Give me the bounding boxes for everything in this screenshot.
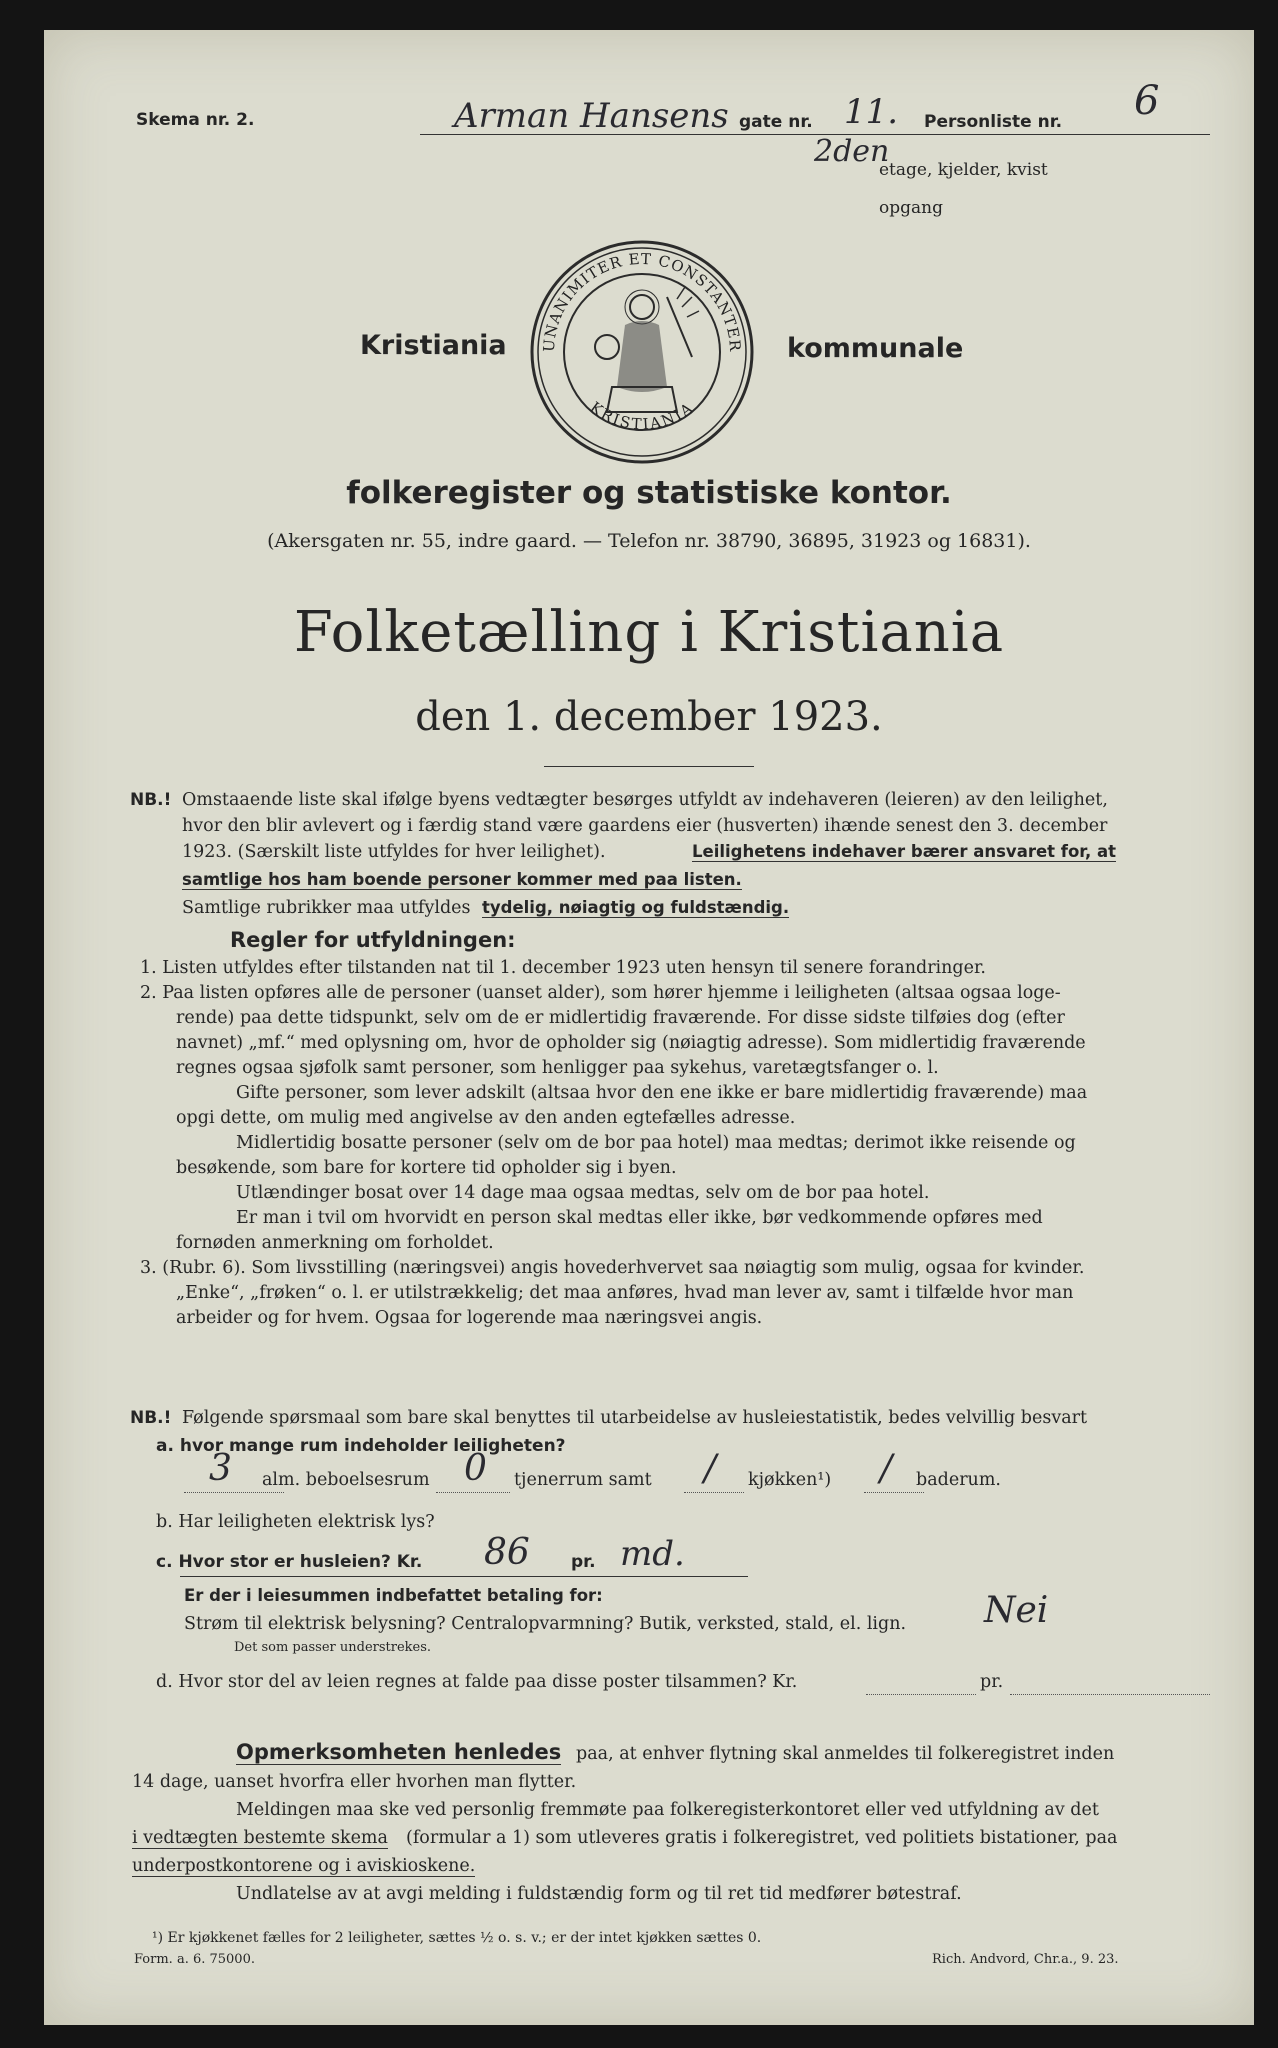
rent-pr-label: pr. [571,1552,596,1572]
kitchen-label: kjøkken¹) [748,1470,832,1490]
rule-3b: „Enke“, „frøken“ o. l. er utilstrækkelig; det maa anføres, hvad man lever av, samt i tilfælde hvor man [176,1283,1074,1303]
notice-line6: Undlatelse av at avgi melding i fuldstændig form og til ret tid medfører bøtestraf. [236,1884,962,1904]
nb1-line3b: Leilighetens indehaver bærer ansvaret for, at [692,842,1117,861]
rule-2c: navnet) „mf.“ med oplysning om, hvor de opholder sig (nøiagtig adresse). Som midlertidig fraværende [176,1033,1086,1053]
notice-line3: Meldingen maa ske ved personlig fremmøte paa folkeregisterkontoret eller ved utfyldning av det [236,1800,1099,1820]
rule-2e: Gifte personer, som lever adskilt (altsaa hvor den ene ikke er bare midlertidig fraværende) maa [236,1083,1088,1103]
bath-handwritten: / [880,1448,893,1489]
d-period-line [1010,1694,1210,1695]
rule-1: 1. Listen utfyldes efter tilstanden nat til 1. december 1923 uten hensyn til senere forandringer. [140,958,986,978]
rule-2h: besøkende, som bare for kortere tid opholder sig i byen. [176,1158,677,1178]
servant-rooms-handwritten: 0 [464,1448,487,1489]
seal-ring-bottom: KRISTIANIA [586,398,698,434]
skema-number: Skema nr. 2. [136,110,255,130]
document-title: Folketælling i Kristiania [293,600,1005,665]
rooms-label: alm. beboelsesrum [262,1470,430,1490]
personliste-label: Personliste nr. [924,112,1063,132]
question-d: d. Hvor stor del av leien regnes at falde paa disse poster tilsammen? Kr. [156,1672,798,1692]
included-heading: Er der i leiesummen indbefattet betaling for: [184,1586,603,1605]
census-form [44,30,1254,2025]
form-number: Form. a. 6. 75000. [134,1952,255,1967]
rooms-fill-line [184,1492,284,1493]
kristiania-label: Kristiania [360,330,507,361]
rule-3a: 3. (Rubr. 6). Som livsstilling (næringsvei) angis hovederhvervet saa nøiagtig som mulig, ogsaa for kvinder. [140,1258,1085,1278]
footnote: ¹) Er kjøkkenet fælles for 2 leiligheter, sættes ½ o. s. v.; er der intet kjøkken sættes 0. [152,1930,762,1946]
nb1-line3a: 1923. (Særskilt liste utfyldes for hver leilighet). [182,842,606,862]
nb2-intro: Følgende spørsmaal som bare skal benyttes til utarbeidelse av husleiestatistik, bedes velvillig besvart [182,1408,1088,1428]
rent-period-handwritten: md. [620,1534,685,1574]
included-note: Det som passer understrekes. [234,1640,432,1655]
kitchen-handwritten: / [704,1448,717,1489]
notice-heading: Opmerksomheten henledes [236,1740,562,1764]
svg-text:KRISTIANIA [587,398,698,433]
nb1-label: NB.! [130,790,172,810]
rule-2a: 2. Paa listen opføres alle de personer (uanset alder), som hører hjemme i leiligheten (altsaa ogsaa loge- [140,983,1061,1003]
rule-2i: Utlændinger bosat over 14 dage maa ogsaa medtas, selv om de bor paa hotel. [236,1183,930,1203]
city-seal [527,237,757,467]
etage-label: etage, kjelder, kvist [879,160,1048,180]
rule-2k: fornøden anmerkning om forholdet. [176,1233,494,1253]
etage-handwritten: 2den [814,134,890,169]
office-title: folkeregister og statistiske kontor. [346,475,952,511]
personliste-handwritten: 6 [1134,78,1160,124]
street-name-handwritten: Arman Hansens [454,96,729,136]
office-address: (Akersgaten nr. 55, indre gaard. — Telefon nr. 38790, 36895, 31923 og 16831). [267,530,1031,552]
rule-3c: arbeider og for hvem. Ogsaa for logerende maa næringsvei angis. [176,1308,763,1328]
question-a: a. hvor mange rum indeholder leiligheten? [156,1436,566,1456]
printer-info: Rich. Andvord, Chr.a., 9. 23. [932,1952,1119,1967]
d-amount-line [866,1694,976,1695]
title-divider [544,766,754,767]
notice-line2: 14 dage, uanset hvorfra eller hvorhen man flytter. [132,1772,577,1792]
rule-2g: Midlertidig bosatte personer (selv om de bor paa hotel) maa medtas; derimot ikke reisende og [236,1133,1076,1153]
gate-nr-label: gate nr. [739,112,813,132]
nb1-line5a: Samtlige rubrikker maa utfyldes [182,898,471,918]
included-answer-handwritten: Nei [984,1590,1049,1631]
nb1-line4: samtlige hos ham boende personer kommer med paa listen. [182,870,742,889]
included-items: Strøm til elektrisk belysning? Centralopvarmning? Butik, verksted, stald, el. lign. [184,1614,907,1634]
question-b: b. Har leiligheten elektrisk lys? [156,1512,435,1532]
servant-rooms-label: tjenerrum samt [514,1470,652,1490]
rule-2b: rende) paa dette tidspunkt, selv om de er midlertidig fraværende. For disse sidste tilføies dog (efter [176,1008,1065,1028]
nb1-line2: hvor den blir avlevert og i færdig stand være gaardens eier (husverten) ihænde senest den 3. december [182,816,1108,836]
seal-ring-top: UNANIMITER ET CONSTANTER [539,249,745,353]
nb1-line5b: tydelig, nøiagtig og fuldstændig. [482,898,790,917]
kitchen-fill-line [684,1492,744,1493]
rule-2f: opgi dette, om mulig med angivelse av den anden egtefælles adresse. [176,1108,796,1128]
opgang-label: opgang [879,198,943,218]
rooms-handwritten: 3 [209,1448,232,1489]
rule-2d: regnes ogsaa sjøfolk samt personer, som henligger paa sykehus, varetægtsfanger o. l. [176,1058,939,1078]
rule-2j: Er man i tvil om hvorvidt en person skal medtas eller ikke, bør vedkommende opføres med [236,1208,1043,1228]
question-c: c. Hvor stor er husleien? Kr. [156,1552,423,1572]
document-date: den 1. december 1923. [415,694,883,740]
notice-line4b: (formular a 1) som utleveres gratis i folkeregistret, ved politiets bistationer, paa [406,1828,1118,1848]
seal-emblem-icon [527,237,757,467]
rent-handwritten: 86 [484,1532,530,1573]
d-pr-label: pr. [980,1672,1004,1692]
gate-nr-handwritten: 11. [844,92,899,132]
bath-fill-line [864,1492,924,1493]
bath-label: baderum. [916,1470,1001,1490]
notice-line4a: i vedtægten bestemte skema [132,1828,388,1848]
notice-line5: underpostkontorene og i aviskioskene. [132,1856,476,1876]
nb1-line1: Omstaaende liste skal ifølge byens vedtægter besørges utfyldt av indehaveren (leieren) av den leilighet, [182,790,1108,810]
nb2-label: NB.! [130,1408,172,1428]
rent-underline [180,1576,748,1577]
servant-fill-line [436,1492,510,1493]
kommunale-label: kommunale [787,333,964,364]
notice-line1: paa, at enhver flytning skal anmeldes til folkeregistret inden [576,1744,1115,1764]
rules-heading: Regler for utfyldningen: [230,928,516,952]
